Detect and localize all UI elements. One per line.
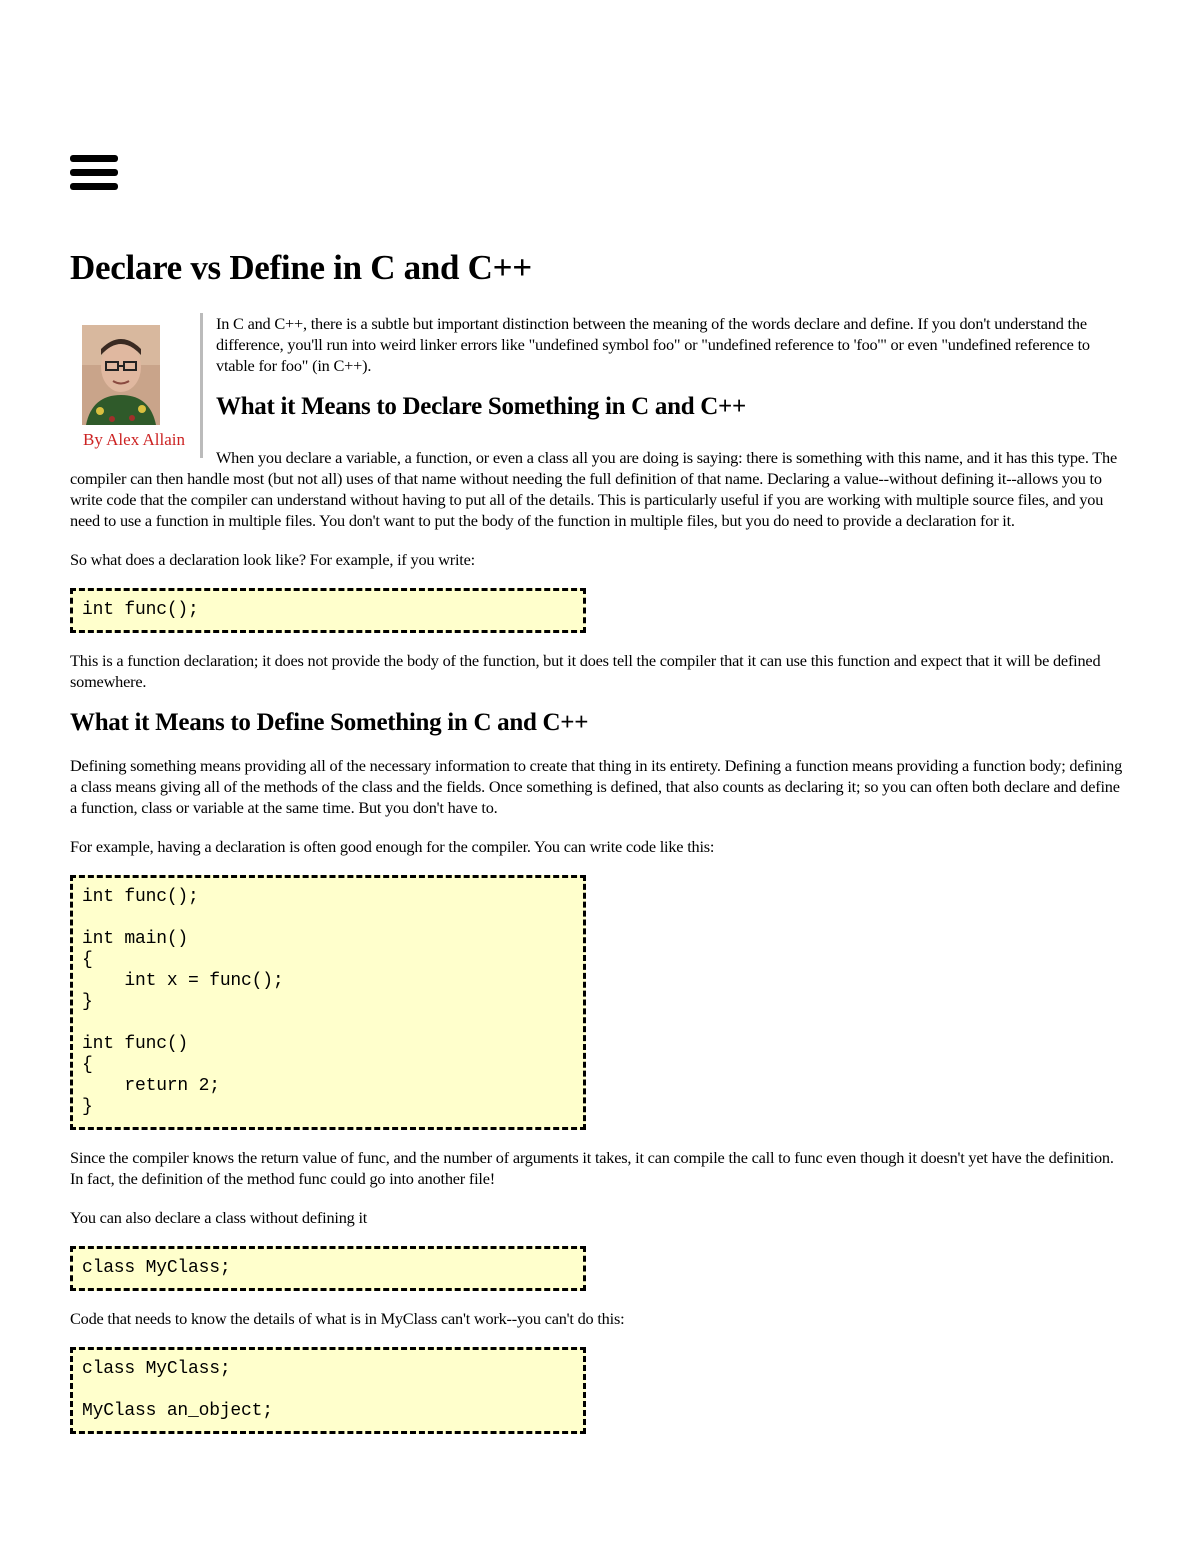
section-heading-declare: What it Means to Declare Something in C and C++ <box>216 393 746 420</box>
article-body <box>70 313 1130 1434</box>
hamburger-menu-icon[interactable] <box>70 155 118 191</box>
code-block-class-usage: class MyClass; MyClass an_object; <box>70 1347 586 1434</box>
declare-paragraph-3: This is a function declaration; it does not provide the body of the function, but it does tell the compiler that it can use this function and expect that it will be defined somewhere. <box>70 651 1101 691</box>
declare-paragraph-1: When you declare a variable, a function, or even a class all you are doing is saying: there is something with this name, and it has this type. The compiler can then handle most (but not all) uses of that name without needing the full definition of that name. Declaring a value--without defining it--allows you to write code that the compiler can understand without having to put all of the details. This is particularly useful if you are working with multiple source files, and you need to use a function in multiple files. You don't want to put the body of the function in multiple files, but you do need to provide a declaration for it. <box>70 448 1117 530</box>
code-block-class-declaration: class MyClass; <box>70 1246 586 1291</box>
intro-paragraph: In C and C++, there is a subtle but important distinction between the meaning of the words declare and define. If you don't understand the difference, you'll run into weird linker errors like "undefined symbol foo" or "undefined reference to 'foo'" or even "undefined reference to vtable for foo" (in C++). <box>216 314 1090 375</box>
code-block-declaration: int func(); <box>70 588 586 633</box>
menu-bar <box>70 155 118 162</box>
author-box <box>70 313 203 458</box>
menu-bar <box>70 169 118 176</box>
declare-paragraph-2: So what does a declaration look like? For example, if you write: <box>70 550 475 569</box>
define-paragraph-2: For example, having a declaration is often good enough for the compiler. You can write code like this: <box>70 837 715 856</box>
define-paragraph-3: Since the compiler knows the return value of func, and the number of arguments it takes, it can compile the call to func even though it doesn't yet have the definition. In fact, the definition of the method func could go into another file! <box>70 1148 1114 1188</box>
author-portrait <box>82 325 160 425</box>
author-byline-link[interactable]: By Alex Allain <box>83 430 185 449</box>
menu-bar <box>70 183 118 190</box>
code-block-example: int func(); int main() { int x = func(); } int func() { return 2; } <box>70 875 586 1130</box>
section-heading-define: What it Means to Define Something in C and C++ <box>70 709 589 736</box>
define-paragraph-4: You can also declare a class without defining it <box>70 1208 368 1227</box>
define-paragraph-1: Defining something means providing all of the necessary information to create that thing in its entirety. Defining a function means providing a function body; defining a class means giving all of the methods of the class and the fields. Once something is defined, that also counts as declaring it; so you can often both declare and define a function, class or variable at the same time. But you don't have to. <box>70 756 1123 817</box>
define-paragraph-5: Code that needs to know the details of what is in MyClass can't work--you can't do this: <box>70 1309 625 1328</box>
page-title: Declare vs Define in C and C++ <box>70 248 532 287</box>
